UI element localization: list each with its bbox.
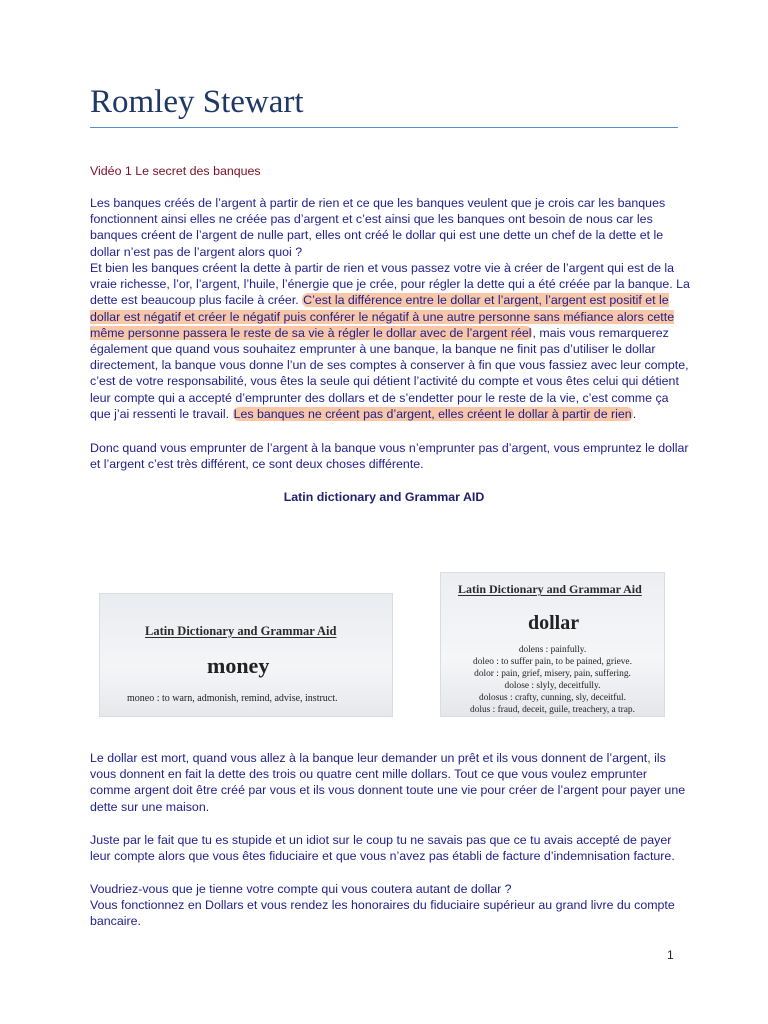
paragraph-1: Les banques créés de l’argent à partir de rien et ce que les banques veulent que je crois car les banques fonctionnent ainsi elles ne créée pas d’argent et c’est ainsi que les banques ont besoin de nous car les banques créent de l’argent de nulle part, elles ont créé le dollar qui est une dette un chef de la dette et le dollar n’est pas de l’argent alors quoi ? <box>90 196 666 259</box>
photo-money-header: Latin Dictionary and Grammar Aid <box>145 624 337 638</box>
paragraph-2-text-a: Et bien les banques créent la dette à partir de rien et vous passez votre vie à créer de l’argent qui est de la vraie richesse, l’or, l’argent, l’huile, l’énergie que je crée, pour régler la dette qui a été créée par la banque. La dette est beaucoup plus facile à créer. <box>90 261 690 308</box>
photo-dollar-line: dolose : slyly, deceitfully. <box>504 681 601 691</box>
highlight-1: C’est la différence entre le dollar et l’argent, l’argent est positif et le dollar est négatif et créer le négatif puis conférer le négatif à une autre personne sans méfiance alors cette même personne passera le reste de sa vie à régler le dollar avec de l’argent réel <box>90 293 675 340</box>
paragraph-5: Juste par le fait que tu es stupide et un idiot sur le coup tu ne savais pas que ce tu avais accepté de payer leur compte alors que vous êtes fiduciaire et que vous n’avez pas établi de facture d’indemnisation facture. <box>90 833 675 864</box>
paragraph-2-text-b: , mais vous remarquerez également que quand vous souhaitez emprunter à une banque, la banque ne finit pas d’utiliser le dollar directement, la banque vous donne l’un de ses comptes à conserver à fin que vous fassiez avec leur compte, c’est de votre responsabilité, vous êtes la seule qui détient l’activité du compte et vous êtes celui qui détient leur compte qui a accepté d’emprunter des dollars et de s’endetter pour le reste de la vie, c’est comme ça que j’ai ressenti le travail. <box>90 325 689 421</box>
paragraph-7: Vous fonctionnez en Dollars et vous rendez les honoraires du fiduciaire supérieur au grand livre du compte bancaire. <box>90 898 675 929</box>
page-number: 1 <box>667 948 674 962</box>
photo-dollar-line: dolus : fraud, deceit, guile, treachery, a trap. <box>470 705 635 715</box>
photo-dollar-word: dollar <box>528 612 580 634</box>
photo-dollar-line: dolens : painfully. <box>518 645 587 655</box>
photo-money-dictionary <box>99 593 393 717</box>
photo-money-word: money <box>207 653 270 678</box>
paragraph-2-text-c: . <box>632 406 637 421</box>
photo-dollar-header: Latin Dictionary and Grammar Aid <box>458 582 642 596</box>
photo-dollar-dictionary <box>440 572 665 717</box>
highlight-2: Les banques ne créent pas d’argent, elles créent le dollar à partir de rien <box>233 406 632 421</box>
photo-money-definition: moneo : to warn, admonish, remind, advise, instruct. <box>127 693 338 704</box>
latin-dictionary-heading: Latin dictionary and Grammar AID <box>283 490 485 504</box>
paragraph-4: Le dollar est mort, quand vous allez à la banque leur demander un prêt et ils vous donnent de l’argent, ils vous donnent en fait la dette des trois ou quatre cent mille dollars. Tout ce que vous voulez emprunter comme argent doit être créé par vous et ils vous donnent toute une vie pour créer de l’argent pour payer une dette sur une maison. <box>90 751 686 814</box>
paragraph-2 <box>90 260 690 422</box>
document-title: Romley Stewart <box>90 84 304 120</box>
photo-dollar-line: dolosus : crafty, cunning, sly, deceitful. <box>479 693 626 703</box>
photo-dollar-line: dolor : pain, grief, misery, pain, suffering. <box>474 669 631 679</box>
photo-dollar-line: doleo : to suffer pain, to be pained, grieve. <box>473 657 632 667</box>
video-heading: Vidéo 1 Le secret des banques <box>90 164 261 178</box>
paragraph-3: Donc quand vous emprunter de l’argent à la banque vous n’emprunter pas d’argent, vous empruntez le dollar et l’argent c’est très différent, ce sont deux choses différente. <box>90 441 689 472</box>
paragraph-6: Voudriez-vous que je tienne votre compte qui vous coutera autant de dollar ? <box>90 882 512 896</box>
title-divider <box>90 127 678 128</box>
